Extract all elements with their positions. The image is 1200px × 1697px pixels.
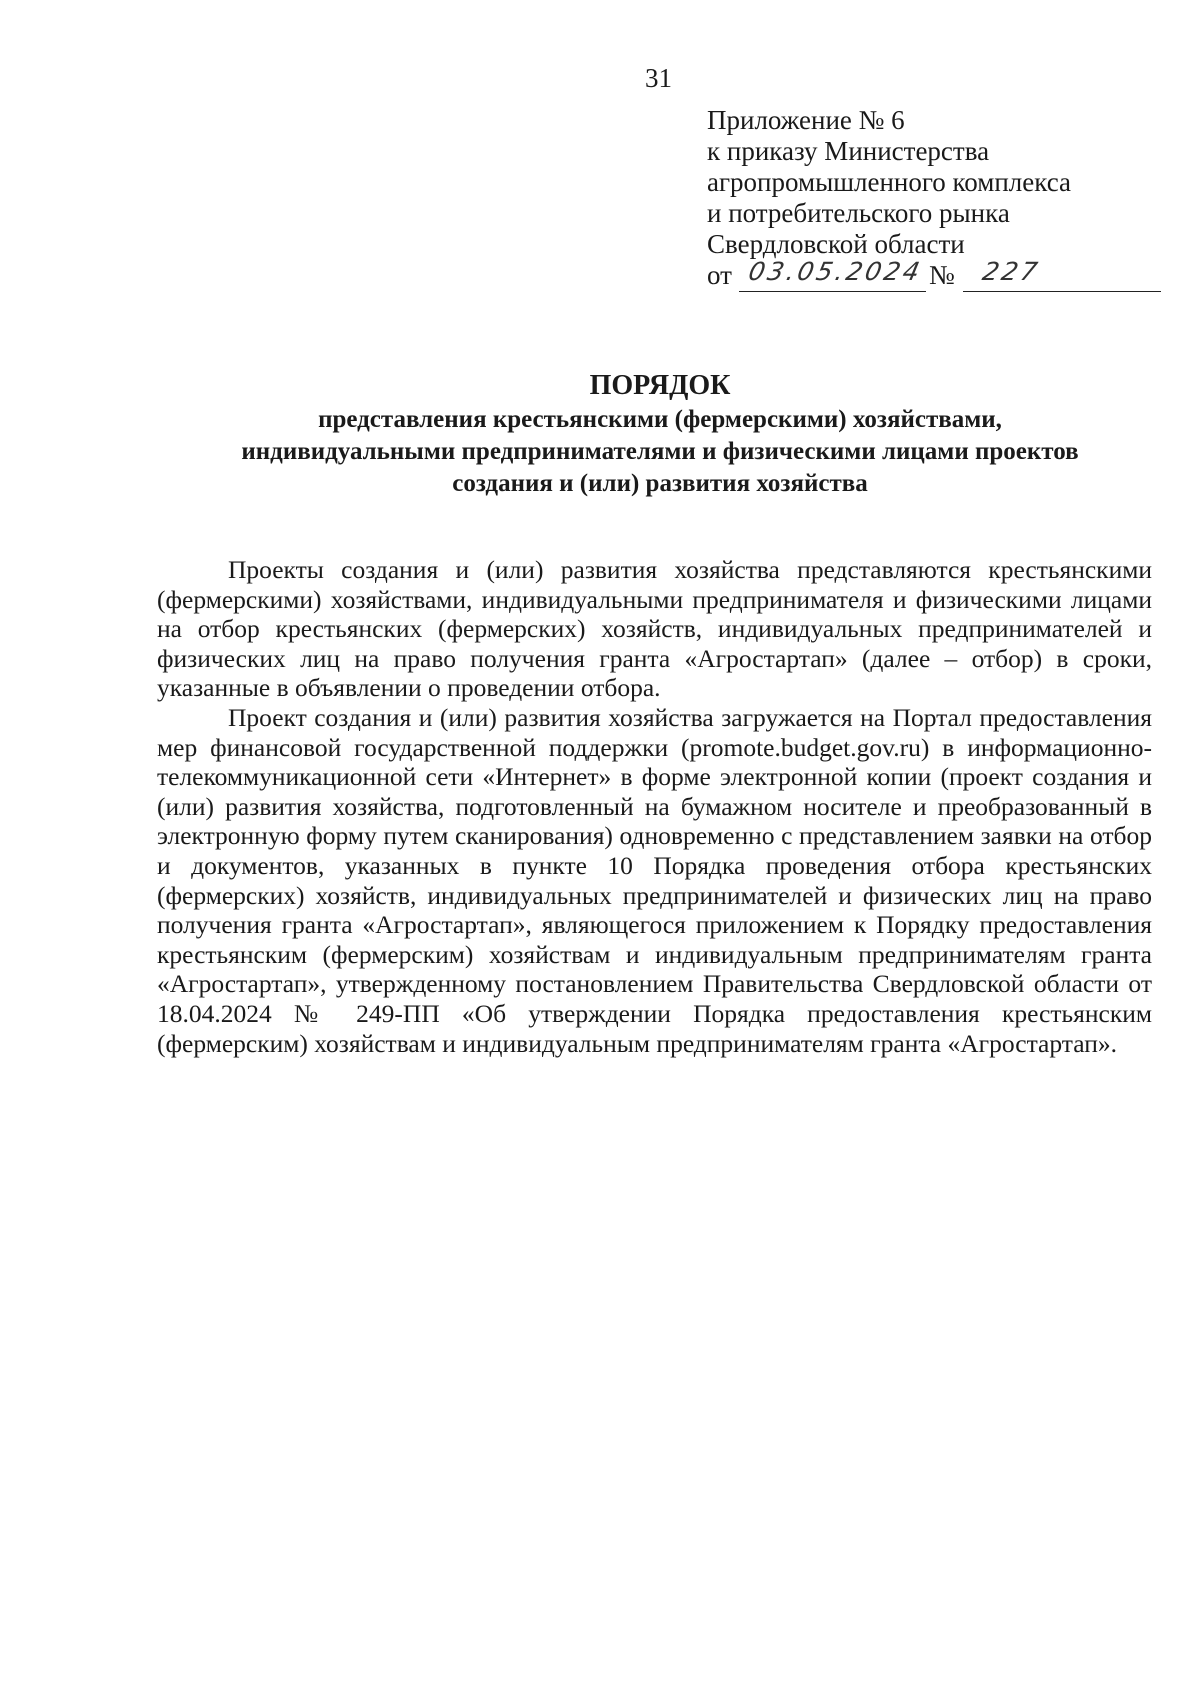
title-subtitle-line: создания и (или) развития хозяйства	[452, 470, 868, 497]
title-heading: ПОРЯДОК	[589, 370, 731, 401]
appendix-line: и потребительского рынка	[707, 198, 1010, 228]
title-subtitle-line: индивидуальными предпринимателями и физическими лицами проектов	[241, 438, 1079, 465]
appendix-header	[707, 105, 1071, 294]
number-sign: №	[929, 260, 955, 290]
document-body	[157, 555, 1152, 1058]
order-number-field	[963, 257, 1161, 292]
title-subtitle-line: представления крестьянскими (фермерскими) хозяйствами,	[318, 406, 1002, 433]
page-number: 31	[645, 63, 672, 93]
appendix-line: Приложение № 6	[707, 105, 905, 135]
date-prefix: от	[707, 260, 732, 290]
order-date-field	[739, 257, 926, 292]
handwritten-order-number: 227	[979, 257, 1043, 286]
handwritten-order-date: 03.05.2024	[745, 257, 926, 286]
appendix-line: к приказу Министерства	[707, 136, 990, 166]
document-title	[170, 368, 1150, 500]
order-date-number-line	[707, 257, 1071, 294]
appendix-line: Свердловской области	[707, 229, 965, 259]
body-paragraph: Проект создания и (или) развития хозяйства загружается на Портал предоставления мер финансовой государственной поддержки (promote.budget.gov.ru) в информационно-телекоммуникационной сети «Интернет» в форме электронной копии (проект создания и (или) развития хозяйства, подготовленный на бумажном носителе и преобразованный в электронную форму путем сканирования) одновременно с представлением заявки на отбор и документов, указанных в пункте 10 Порядка проведения отбора крестьянских (фермерских) хозяйств, индивидуальных предпринимателей и физических лиц на право получения гранта «Агростартап», являющегося приложением к Порядку предоставления крестьянским (фермерским) хозяйствам и индивидуальным предпринимателям гранта «Агростартап», утвержденному постановлением Правительства Свердловской области от 18.04.2024 № 249-ПП «Об утверждении Порядка предоставления крестьянским (фермерским) хозяйствам и индивидуальным предпринимателям гранта «Агростартап».	[157, 702, 1152, 1058]
appendix-line: агропромышленного комплекса	[707, 167, 1071, 197]
body-paragraph: Проекты создания и (или) развития хозяйства представляются крестьянскими (фермерскими) хозяйствами, индивидуальными предпринимателя и физическими лицами на отбор крестьянских (фермерских) хозяйств, индивидуальных предпринимателей и физических лиц на право получения гранта «Агростартап» (далее – отбор) в сроки, указанные в объявлении о проведении отбора.	[157, 555, 1152, 703]
